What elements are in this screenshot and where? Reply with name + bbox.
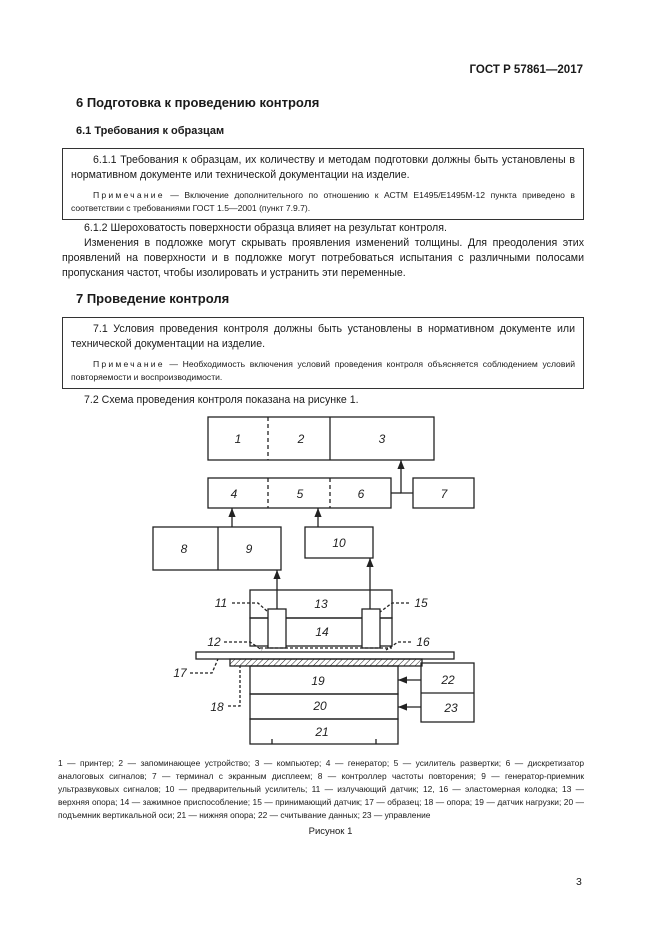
label-8: 8 xyxy=(180,542,188,556)
note-text: — Включение дополнительного по отношению к АСТМ Е1495/Е1495М-12 пункта приведено в соответствии с требованиями ГОСТ 1.5—2001 (пункт 7.9.7). xyxy=(71,190,575,213)
label-9: 9 xyxy=(245,542,253,556)
label-10: 10 xyxy=(332,536,346,550)
block-controller-generator xyxy=(153,527,281,570)
label-4: 4 xyxy=(230,487,238,501)
leader-line xyxy=(190,659,218,673)
emitting-transducer xyxy=(268,609,286,648)
label-3: 3 xyxy=(378,432,386,446)
block-printer-memory-computer xyxy=(208,417,434,460)
standard-id: ГОСТ Р 57861—2017 xyxy=(469,64,583,76)
label-12: 12 xyxy=(207,635,221,649)
label-16: 16 xyxy=(416,635,430,649)
label-1: 1 xyxy=(234,432,242,446)
label-11: 11 xyxy=(214,596,228,610)
support-pad xyxy=(230,659,422,666)
label-21: 21 xyxy=(315,725,329,739)
label-18: 18 xyxy=(210,700,224,714)
clause-6-1-2: 6.1.2 Шероховатость поверхности образца влияет на результат контроля. xyxy=(84,222,447,234)
note-text: — Необходимость включения условий проведения контроля объясняется соблюдением условий повторяемости и воспроизводимости. xyxy=(71,359,575,382)
label-7: 7 xyxy=(440,487,448,501)
receiving-transducer xyxy=(362,609,380,648)
note-label: Примечание xyxy=(93,190,165,200)
label-22: 22 xyxy=(441,673,455,687)
specimen xyxy=(196,652,454,659)
figure-legend: 1 — принтер; 2 — запоминающее устройство; 3 — компьютер; 4 — генератор; 5 — усилитель развертки; 6 — дискретизатор аналоговых сигналов; 7 — терминал с экранным дисплеем; 8 — контроллер частоты повторения; 9 — генератор-приемник ультразвуковых сигналов; 10 — предварительный усилитель; 11 — излучающий датчик; 12, 16 — эластомерная колодка; 13 — верхняя опора; 14 — зажимное приспособление; 15 — принимающий датчик; 17 — образец; 18 — опора; 19 — датчик нагрузки; 20 — подъемник вертикальной оси; 21 — нижняя опора; 22 — считывание данных; 23 — управление xyxy=(58,758,584,820)
section-6-title: 6 Подготовка к проведению контроля xyxy=(76,95,320,110)
label-23: 23 xyxy=(444,701,458,715)
clause-7-2: 7.2 Схема проведения контроля показана на рисунке 1. xyxy=(84,394,359,406)
leader-line xyxy=(228,666,240,706)
subsection-6-1-title: 6.1 Требования к образцам xyxy=(76,125,225,137)
label-19: 19 xyxy=(311,674,325,688)
label-20: 20 xyxy=(313,699,327,713)
section-7-title: 7 Проведение контроля xyxy=(76,291,230,306)
label-5: 5 xyxy=(296,487,304,501)
clause-7-1: 7.1 Условия проведения контроля должны быть установлены в нормативном документе или технической документации на изделие. xyxy=(71,323,575,350)
leader-line xyxy=(380,603,409,612)
figure-caption: Рисунок 1 xyxy=(308,826,353,837)
arrow xyxy=(401,460,413,493)
label-15: 15 xyxy=(414,596,428,610)
page-number: 3 xyxy=(576,876,582,888)
clause-6-1-2-body: Изменения в подложке могут скрывать проявления изменений толщины. Для преодоления этих проявлений на поверхности и в подложке могут потребоваться испытания с различными полосами пропускания частот, чтобы изолировать и устранить эти переменные. xyxy=(62,237,584,279)
label-14: 14 xyxy=(315,625,329,639)
label-2: 2 xyxy=(297,432,305,446)
note-label: Примечание xyxy=(93,359,165,369)
clause-6-1-1: 6.1.1 Требования к образцам, их количеству и методам подготовки должны быть установлены в нормативном документе или технической документации на изделие. xyxy=(71,154,575,181)
label-17: 17 xyxy=(173,666,187,680)
label-13: 13 xyxy=(314,597,328,611)
label-6: 6 xyxy=(357,487,365,501)
